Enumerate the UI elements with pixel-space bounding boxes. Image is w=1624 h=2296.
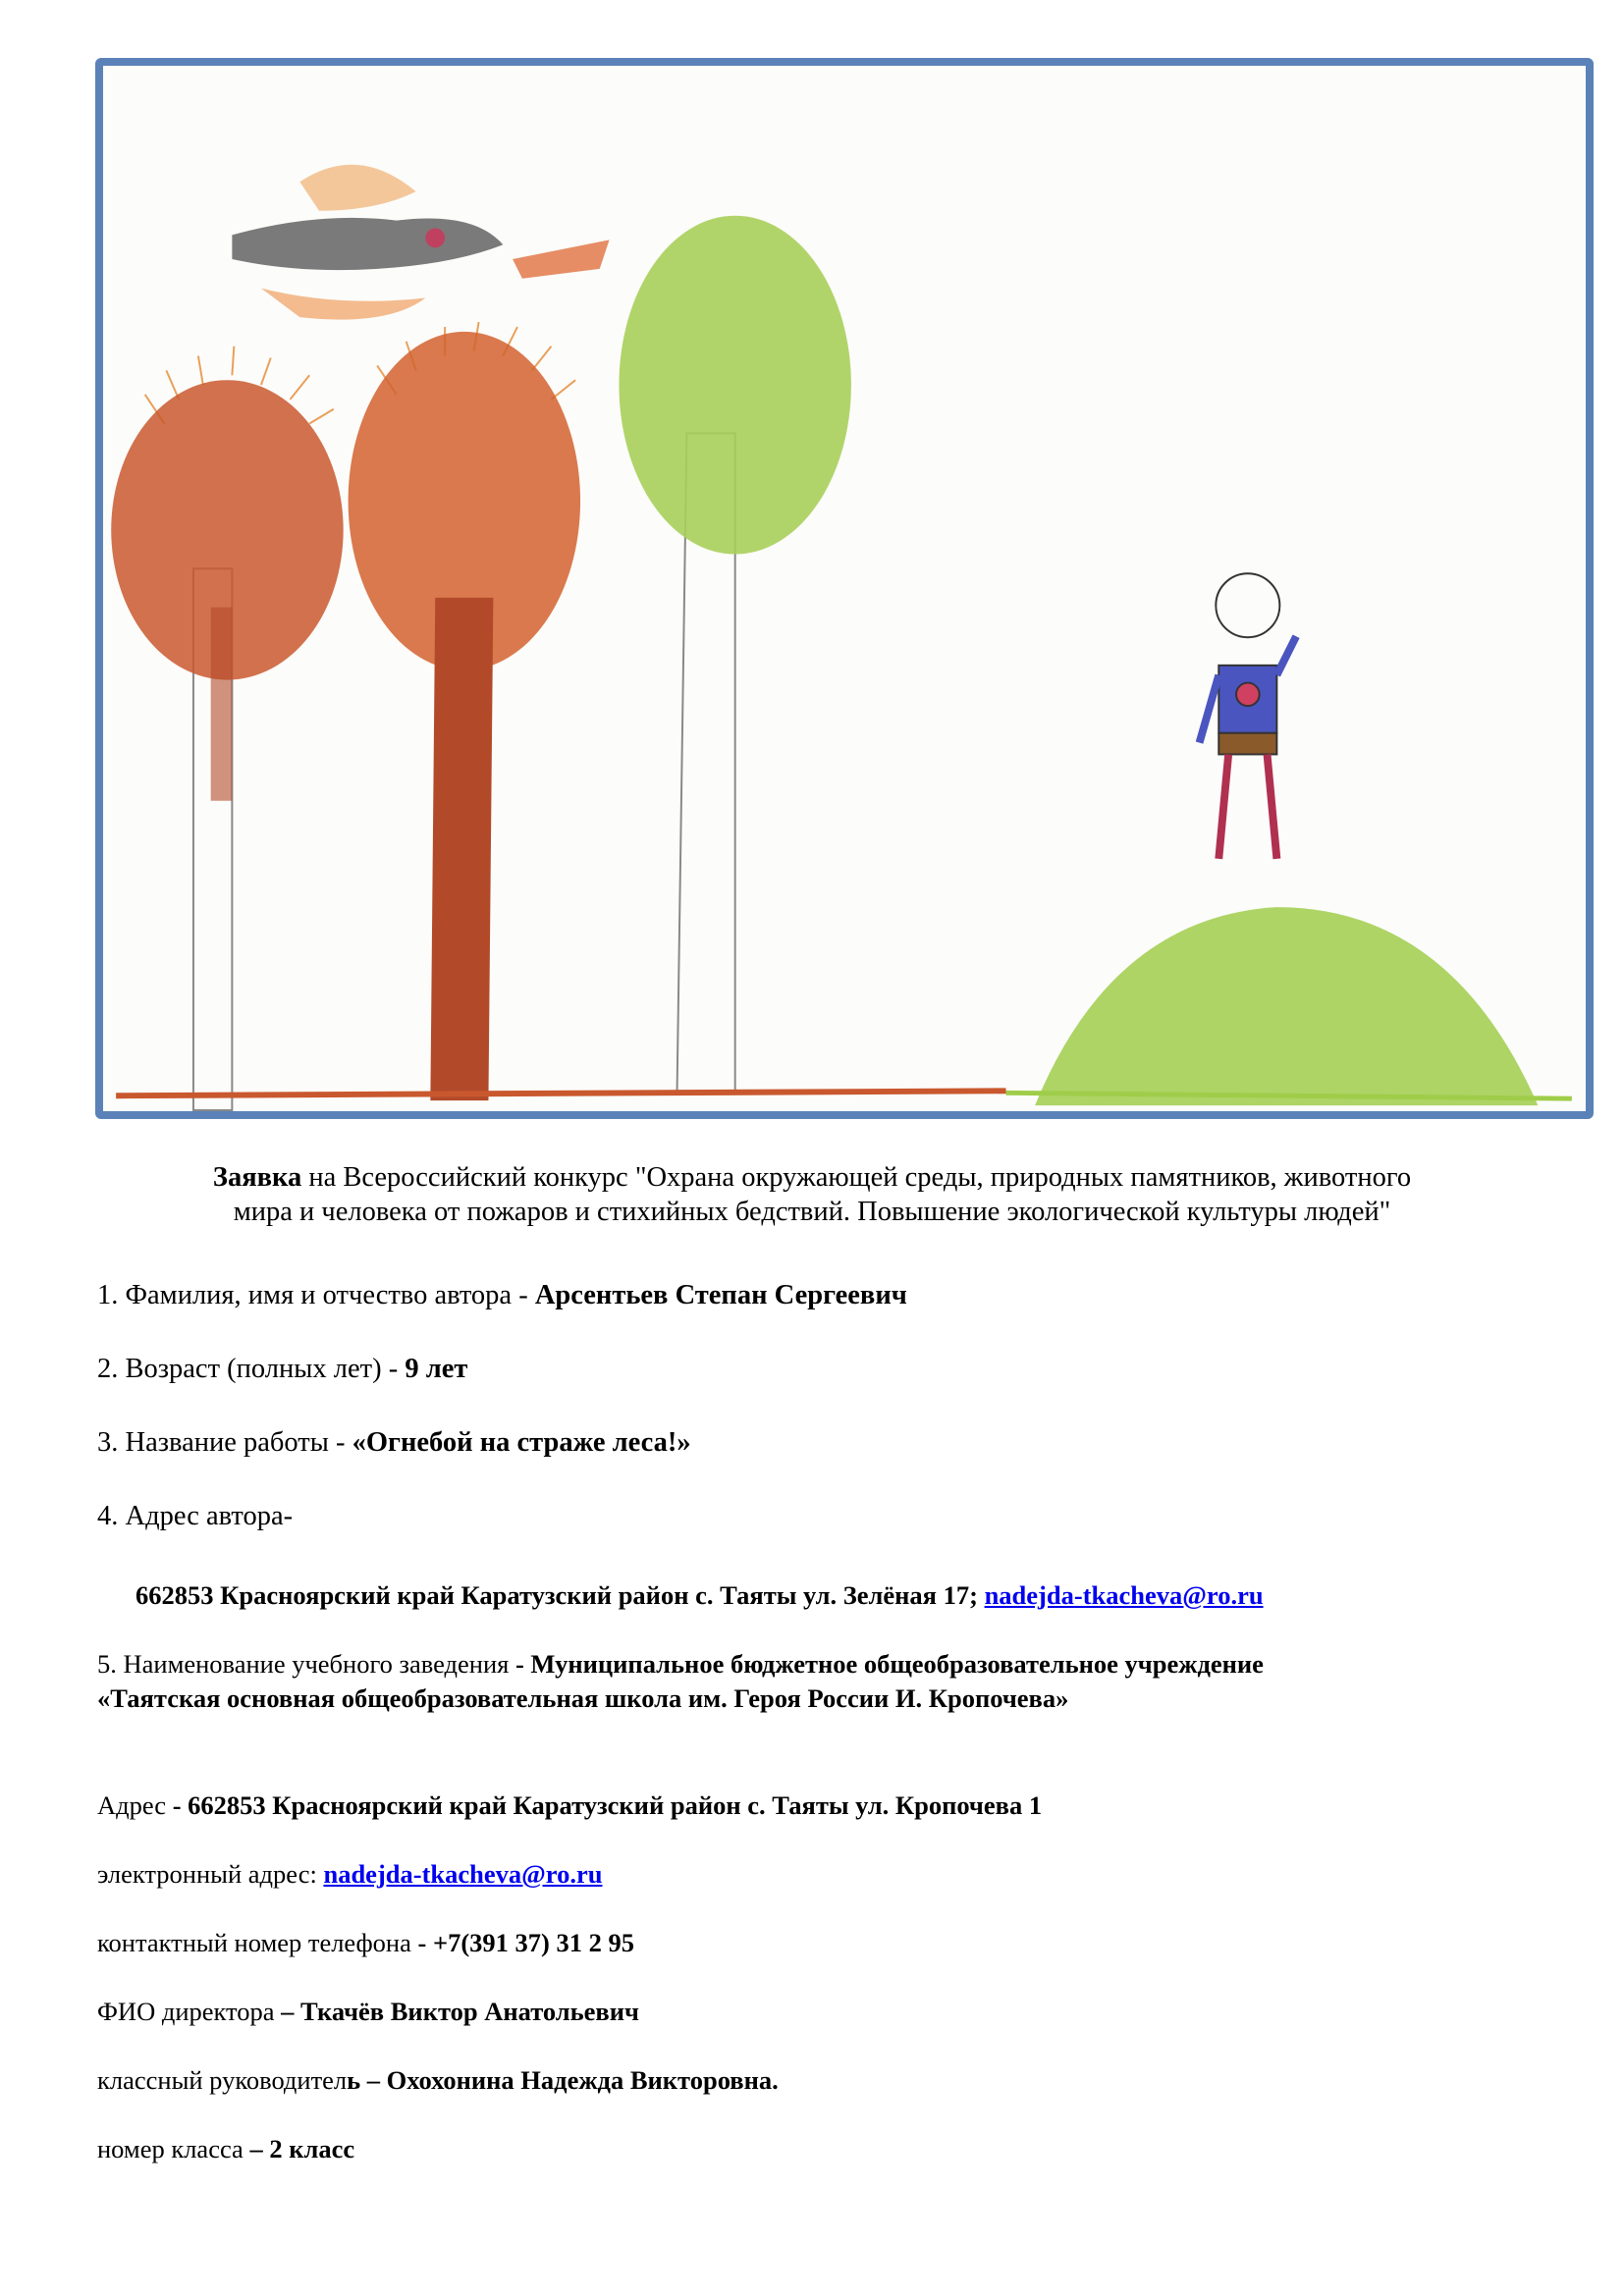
application-heading-line-1 bbox=[0, 1160, 1624, 1195]
burnt-tree-1 bbox=[111, 380, 343, 1110]
author-address-label: 4. Адрес автора- bbox=[97, 1501, 294, 1531]
school-name-value-2: «Таятская основная общеобразовательная школа им. Героя России И. Кропочева» bbox=[97, 1683, 1069, 1713]
teacher-label: классный руководител bbox=[97, 2065, 348, 2095]
school-name-label: 5. Наименование учебного заведения bbox=[97, 1649, 510, 1679]
heading-line1-rest: на Всероссийский конкурс "Охрана окружающей среды, природных памятников, животного bbox=[301, 1162, 1412, 1193]
class-value: – 2 класс bbox=[249, 2134, 355, 2163]
school-address-row bbox=[97, 1789, 1042, 1823]
flying-figure bbox=[232, 165, 609, 320]
school-phone-label: контактный номер телефона bbox=[97, 1928, 418, 1957]
school-phone-row bbox=[97, 1926, 634, 1960]
school-email-link[interactable]: nadejda-tkacheva@ro.ru bbox=[323, 1859, 603, 1889]
school-name-row-1 bbox=[97, 1647, 1264, 1682]
author-age-label: 2. Возраст (полных лет) - bbox=[97, 1354, 406, 1384]
author-age-row bbox=[97, 1352, 467, 1386]
ground-line bbox=[116, 1091, 1005, 1095]
standing-hero bbox=[1200, 573, 1297, 859]
author-age-value: 9 лет bbox=[405, 1354, 468, 1384]
green-tree bbox=[619, 216, 850, 1092]
director-row bbox=[97, 1995, 639, 2029]
teacher-value: ь – Охохонина Надежда Викторовна. bbox=[347, 2065, 779, 2095]
child-drawing bbox=[103, 66, 1586, 1111]
green-hill bbox=[1035, 907, 1538, 1105]
author-name-value: Арсентьев Степан Сергеевич bbox=[534, 1280, 907, 1310]
teacher-row bbox=[97, 2063, 779, 2098]
school-address-label: Адрес bbox=[97, 1790, 173, 1820]
work-title-row bbox=[97, 1425, 691, 1460]
school-name-value-1: - Муниципальное бюджетное общеобразовательное учреждение bbox=[509, 1649, 1264, 1679]
director-label: ФИО директора bbox=[97, 1997, 282, 2026]
school-phone-value: - +7(391 37) 31 2 95 bbox=[417, 1928, 634, 1957]
school-email-row bbox=[97, 1857, 602, 1892]
class-label: номер класса bbox=[97, 2134, 250, 2163]
author-name-row bbox=[97, 1278, 907, 1312]
application-heading-line-2: мира и человека от пожаров и стихийных бедствий. Повышение экологической культуры людей" bbox=[233, 1197, 1391, 1227]
author-name-label: 1. Фамилия, имя и отчество автора - bbox=[97, 1280, 535, 1310]
work-title-value: «Огнебой на страже леса!» bbox=[352, 1427, 691, 1458]
heading-lead: Заявка bbox=[212, 1162, 302, 1193]
school-address-value: - 662853 Красноярский край Каратузский район с. Таяты ул. Кропочева 1 bbox=[172, 1790, 1043, 1820]
author-address-row bbox=[135, 1578, 1264, 1613]
drawing-frame bbox=[95, 58, 1594, 1119]
work-title-label: 3. Название работы - bbox=[97, 1427, 352, 1458]
director-value: – Ткачёв Виктор Анатольевич bbox=[281, 1997, 639, 2026]
burnt-tree-2 bbox=[349, 332, 580, 1100]
author-email-link[interactable]: nadejda-tkacheva@ro.ru bbox=[984, 1580, 1264, 1610]
author-address-value: 662853 Красноярский край Каратузский район с. Таяты ул. Зелёная 17; bbox=[135, 1580, 985, 1610]
class-row bbox=[97, 2132, 354, 2166]
school-email-label: электронный адрес: bbox=[97, 1859, 324, 1889]
